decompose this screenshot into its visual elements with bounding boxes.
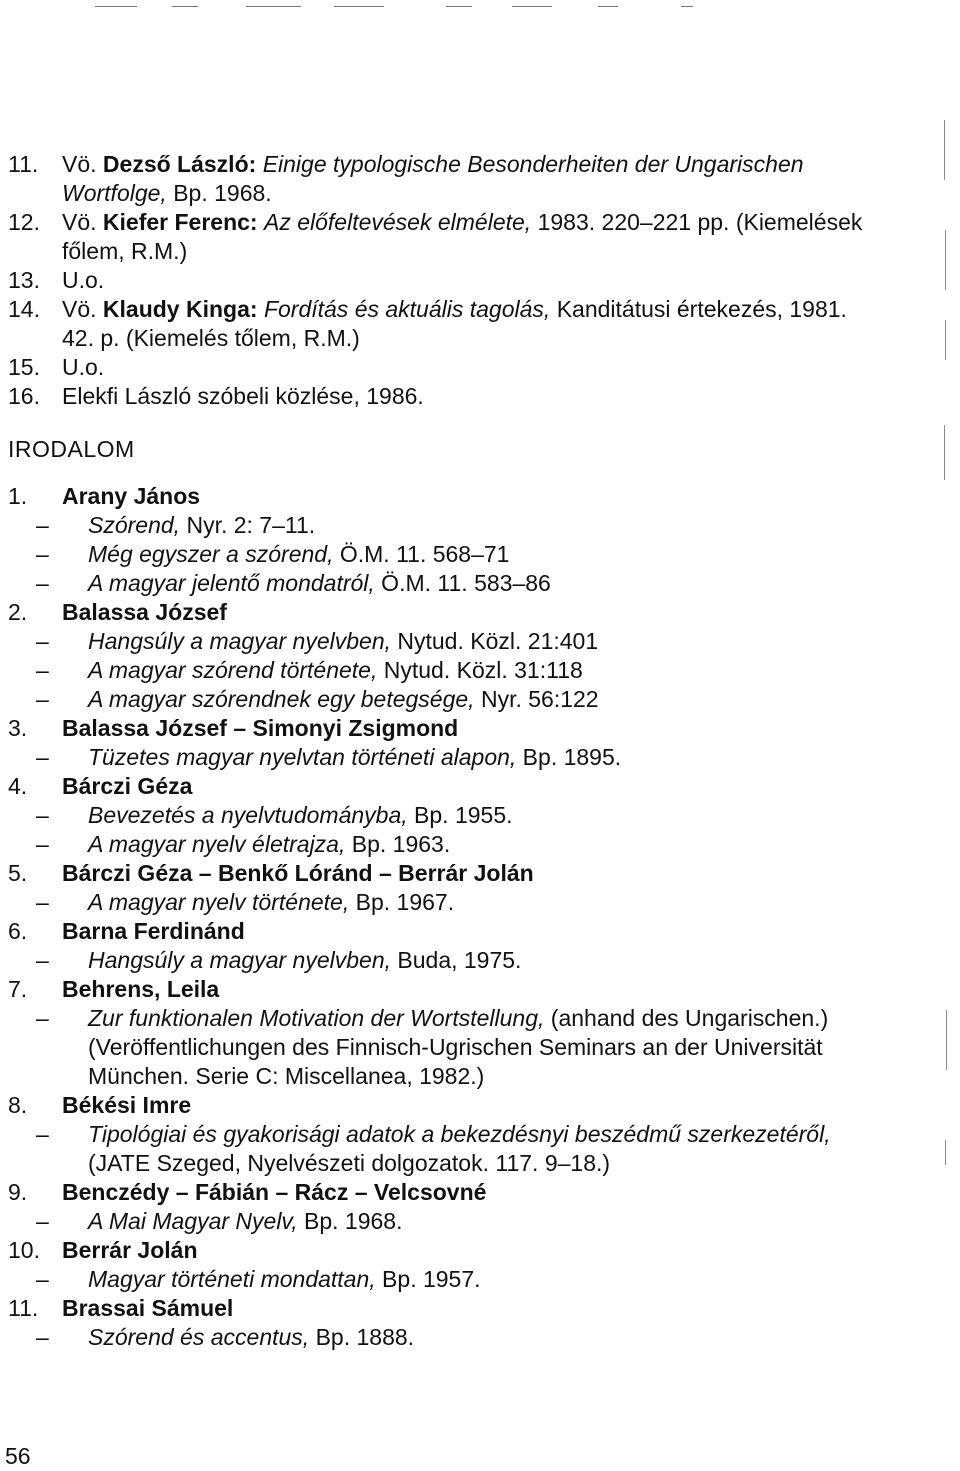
reference-author: Brassai Sámuel — [62, 1295, 234, 1321]
endnote-number: 11. — [8, 151, 39, 177]
endnote-text — [62, 267, 104, 293]
reference-author: Bárczi Géza – Benkő Lóránd – Berrár Jolán — [62, 860, 534, 886]
work-title: A magyar szórend története, — [88, 657, 378, 683]
work-details: Buda, 1975. — [391, 947, 522, 973]
work-title: Hangsúly a magyar nyelvben, — [88, 947, 391, 973]
work-title: A magyar nyelv életrajza, — [88, 831, 346, 857]
reference-item — [8, 482, 868, 598]
reference-item — [8, 1178, 868, 1236]
work-title: Hangsúly a magyar nyelvben, — [88, 628, 391, 654]
reference-number: 6. — [8, 918, 28, 944]
endnote-title: Einige typologische Besonderheiten der Ungarischen Wortfolge, — [62, 151, 804, 206]
reference-item — [8, 772, 868, 859]
endnote-prefix: U.o. — [62, 354, 105, 380]
reference-item — [8, 1294, 868, 1352]
work-title: Bevezetés a nyelvtudományba, — [88, 802, 408, 828]
work-details: Nytud. Közl. 21:401 — [391, 628, 599, 654]
work-title: Szórend, — [88, 512, 181, 538]
reference-work — [36, 656, 868, 685]
reference-author: Bárczi Géza — [62, 773, 193, 799]
reference-work — [36, 569, 868, 598]
reference-number: 4. — [8, 773, 28, 799]
scan-edge-marks — [0, 0, 960, 12]
reference-number: 9. — [8, 1179, 28, 1205]
section-heading: IRODALOM — [8, 436, 135, 462]
work-dash: – — [36, 802, 49, 828]
reference-work — [36, 1207, 868, 1236]
reference-work — [36, 1004, 868, 1091]
reference-number: 11. — [8, 1295, 39, 1321]
reference-number: 10. — [8, 1237, 40, 1263]
reference-number: 8. — [8, 1092, 28, 1118]
reference-work — [36, 1265, 868, 1294]
endnote-item — [8, 266, 868, 295]
reference-author: Balassa József — [62, 599, 227, 625]
reference-author: Barna Ferdinánd — [62, 918, 245, 944]
endnote-item — [8, 295, 868, 353]
reference-item — [8, 917, 868, 975]
endnote-number: 14. — [8, 296, 40, 322]
reference-work — [36, 743, 868, 772]
endnote-author: Dezső László: — [102, 151, 263, 177]
work-title: Magyar történeti mondattan, — [88, 1266, 376, 1292]
endnote-text — [62, 354, 104, 380]
work-title: Még egyszer a szórend, — [88, 541, 334, 567]
work-title: Tüzetes magyar nyelvtan történeti alapon, — [88, 744, 517, 770]
endnote-number: 16. — [8, 383, 40, 409]
work-details: Bp. 1968. — [297, 1208, 403, 1234]
reference-work — [36, 830, 868, 859]
work-dash: – — [36, 686, 49, 712]
work-details: (anhand des Ungarischen.) (Veröffentlichungen des Finnisch-Ugrischen Seminars an der Universität München. Serie C: Miscellanea, 1982.) — [88, 1005, 829, 1089]
reference-number: 2. — [8, 599, 28, 625]
reference-work — [36, 685, 868, 714]
reference-item — [8, 598, 868, 714]
endnote-author: Kiefer Ferenc: — [102, 209, 264, 235]
endnote-text — [62, 296, 847, 351]
work-details: Nyr. 2: 7–11. — [180, 512, 316, 538]
work-dash: – — [36, 1005, 49, 1031]
reference-author: Berrár Jolán — [62, 1237, 198, 1263]
reference-work — [36, 511, 868, 540]
reference-item — [8, 1091, 868, 1178]
work-dash: – — [36, 570, 49, 596]
reference-item — [8, 859, 868, 917]
work-details: Bp. 1967. — [349, 889, 455, 915]
endnote-author: Klaudy Kinga: — [102, 296, 264, 322]
endnote-number: 15. — [8, 354, 40, 380]
endnote-text — [62, 151, 804, 206]
reference-author: Békési Imre — [62, 1092, 192, 1118]
reference-number: 1. — [8, 483, 28, 509]
work-title: Zur funktionalen Motivation der Wortstellung, — [88, 1005, 545, 1031]
reference-item — [8, 975, 868, 1091]
endnote-prefix: U.o. — [62, 267, 105, 293]
reference-item — [8, 1236, 868, 1294]
endnote-title: Fordítás és aktuális tagolás, — [263, 296, 551, 322]
bibliography-list — [8, 482, 868, 1352]
work-details: Bp. 1957. — [375, 1266, 481, 1292]
work-dash: – — [36, 628, 49, 654]
endnote-prefix: Elekfi László szóbeli közlése, 1986. — [62, 383, 424, 409]
endnote-prefix: Vö. — [62, 296, 103, 322]
work-dash: – — [36, 831, 49, 857]
endnote-rest: Kanditátusi értekezés, 1981. 42. p. (Kiemelés tőlem, R.M.) — [62, 296, 847, 351]
reference-work — [36, 801, 868, 830]
work-dash: – — [36, 947, 49, 973]
endnote-rest: 1983. 220–221 pp. (Kiemelések főlem, R.M.) — [62, 209, 863, 264]
endnote-text — [62, 209, 862, 264]
work-dash: – — [36, 1324, 49, 1350]
endnote-number: 12. — [8, 209, 40, 235]
reference-author: Arany János — [62, 483, 201, 509]
endnote-item — [8, 353, 868, 382]
work-dash: – — [36, 1266, 49, 1292]
endnote-number: 13. — [8, 267, 40, 293]
work-dash: – — [36, 541, 49, 567]
work-details: Ö.M. 11. 583–86 — [374, 570, 551, 596]
reference-work — [36, 946, 868, 975]
endnotes-list — [8, 150, 868, 411]
work-dash: – — [36, 512, 49, 538]
work-details: Bp. 1963. — [345, 831, 451, 857]
work-details: (JATE Szeged, Nyelvészeti dolgozatok. 117. 9–18.) — [88, 1150, 611, 1176]
endnote-prefix: Vö. — [62, 209, 103, 235]
work-dash: – — [36, 657, 49, 683]
work-details: Nyr. 56:122 — [474, 686, 599, 712]
work-dash: – — [36, 1208, 49, 1234]
reference-work — [36, 540, 868, 569]
work-details: Ö.M. 11. 568–71 — [333, 541, 510, 567]
work-title: A magyar szórendnek egy betegsége, — [88, 686, 475, 712]
reference-work — [36, 1120, 868, 1178]
work-title: A Mai Magyar Nyelv, — [88, 1208, 298, 1234]
work-details: Bp. 1888. — [309, 1324, 415, 1350]
endnote-item — [8, 150, 868, 208]
work-dash: – — [36, 1121, 49, 1147]
work-details: Bp. 1895. — [516, 744, 622, 770]
work-details: Bp. 1955. — [407, 802, 513, 828]
endnote-text — [62, 383, 424, 409]
work-details: Nytud. Közl. 31:118 — [377, 657, 583, 683]
reference-author: Behrens, Leila — [62, 976, 220, 1002]
work-title: A magyar jelentő mondatról, — [88, 570, 375, 596]
reference-author: Balassa József – Simonyi Zsigmond — [62, 715, 459, 741]
endnote-rest: Bp. 1968. — [166, 180, 272, 206]
work-dash: – — [36, 889, 49, 915]
reference-item — [8, 714, 868, 772]
work-title: Szórend és accentus, — [88, 1324, 310, 1350]
page-number: 56 — [5, 1443, 31, 1469]
endnote-item — [8, 382, 868, 411]
endnote-title: Az előfeltevések elmélete, — [263, 209, 532, 235]
work-title: Tipológiai és gyakorisági adatok a bekezdésnyi beszédmű szerkezetéről, — [88, 1121, 831, 1147]
endnote-prefix: Vö. — [62, 151, 103, 177]
work-title: A magyar nyelv története, — [88, 889, 350, 915]
reference-work — [36, 888, 868, 917]
reference-author: Benczédy – Fábián – Rácz – Velcsovné — [62, 1179, 487, 1205]
reference-number: 5. — [8, 860, 28, 886]
reference-number: 3. — [8, 715, 28, 741]
reference-work — [36, 1323, 868, 1352]
work-dash: – — [36, 744, 49, 770]
reference-number: 7. — [8, 976, 28, 1002]
endnote-item — [8, 208, 868, 266]
reference-work — [36, 627, 868, 656]
